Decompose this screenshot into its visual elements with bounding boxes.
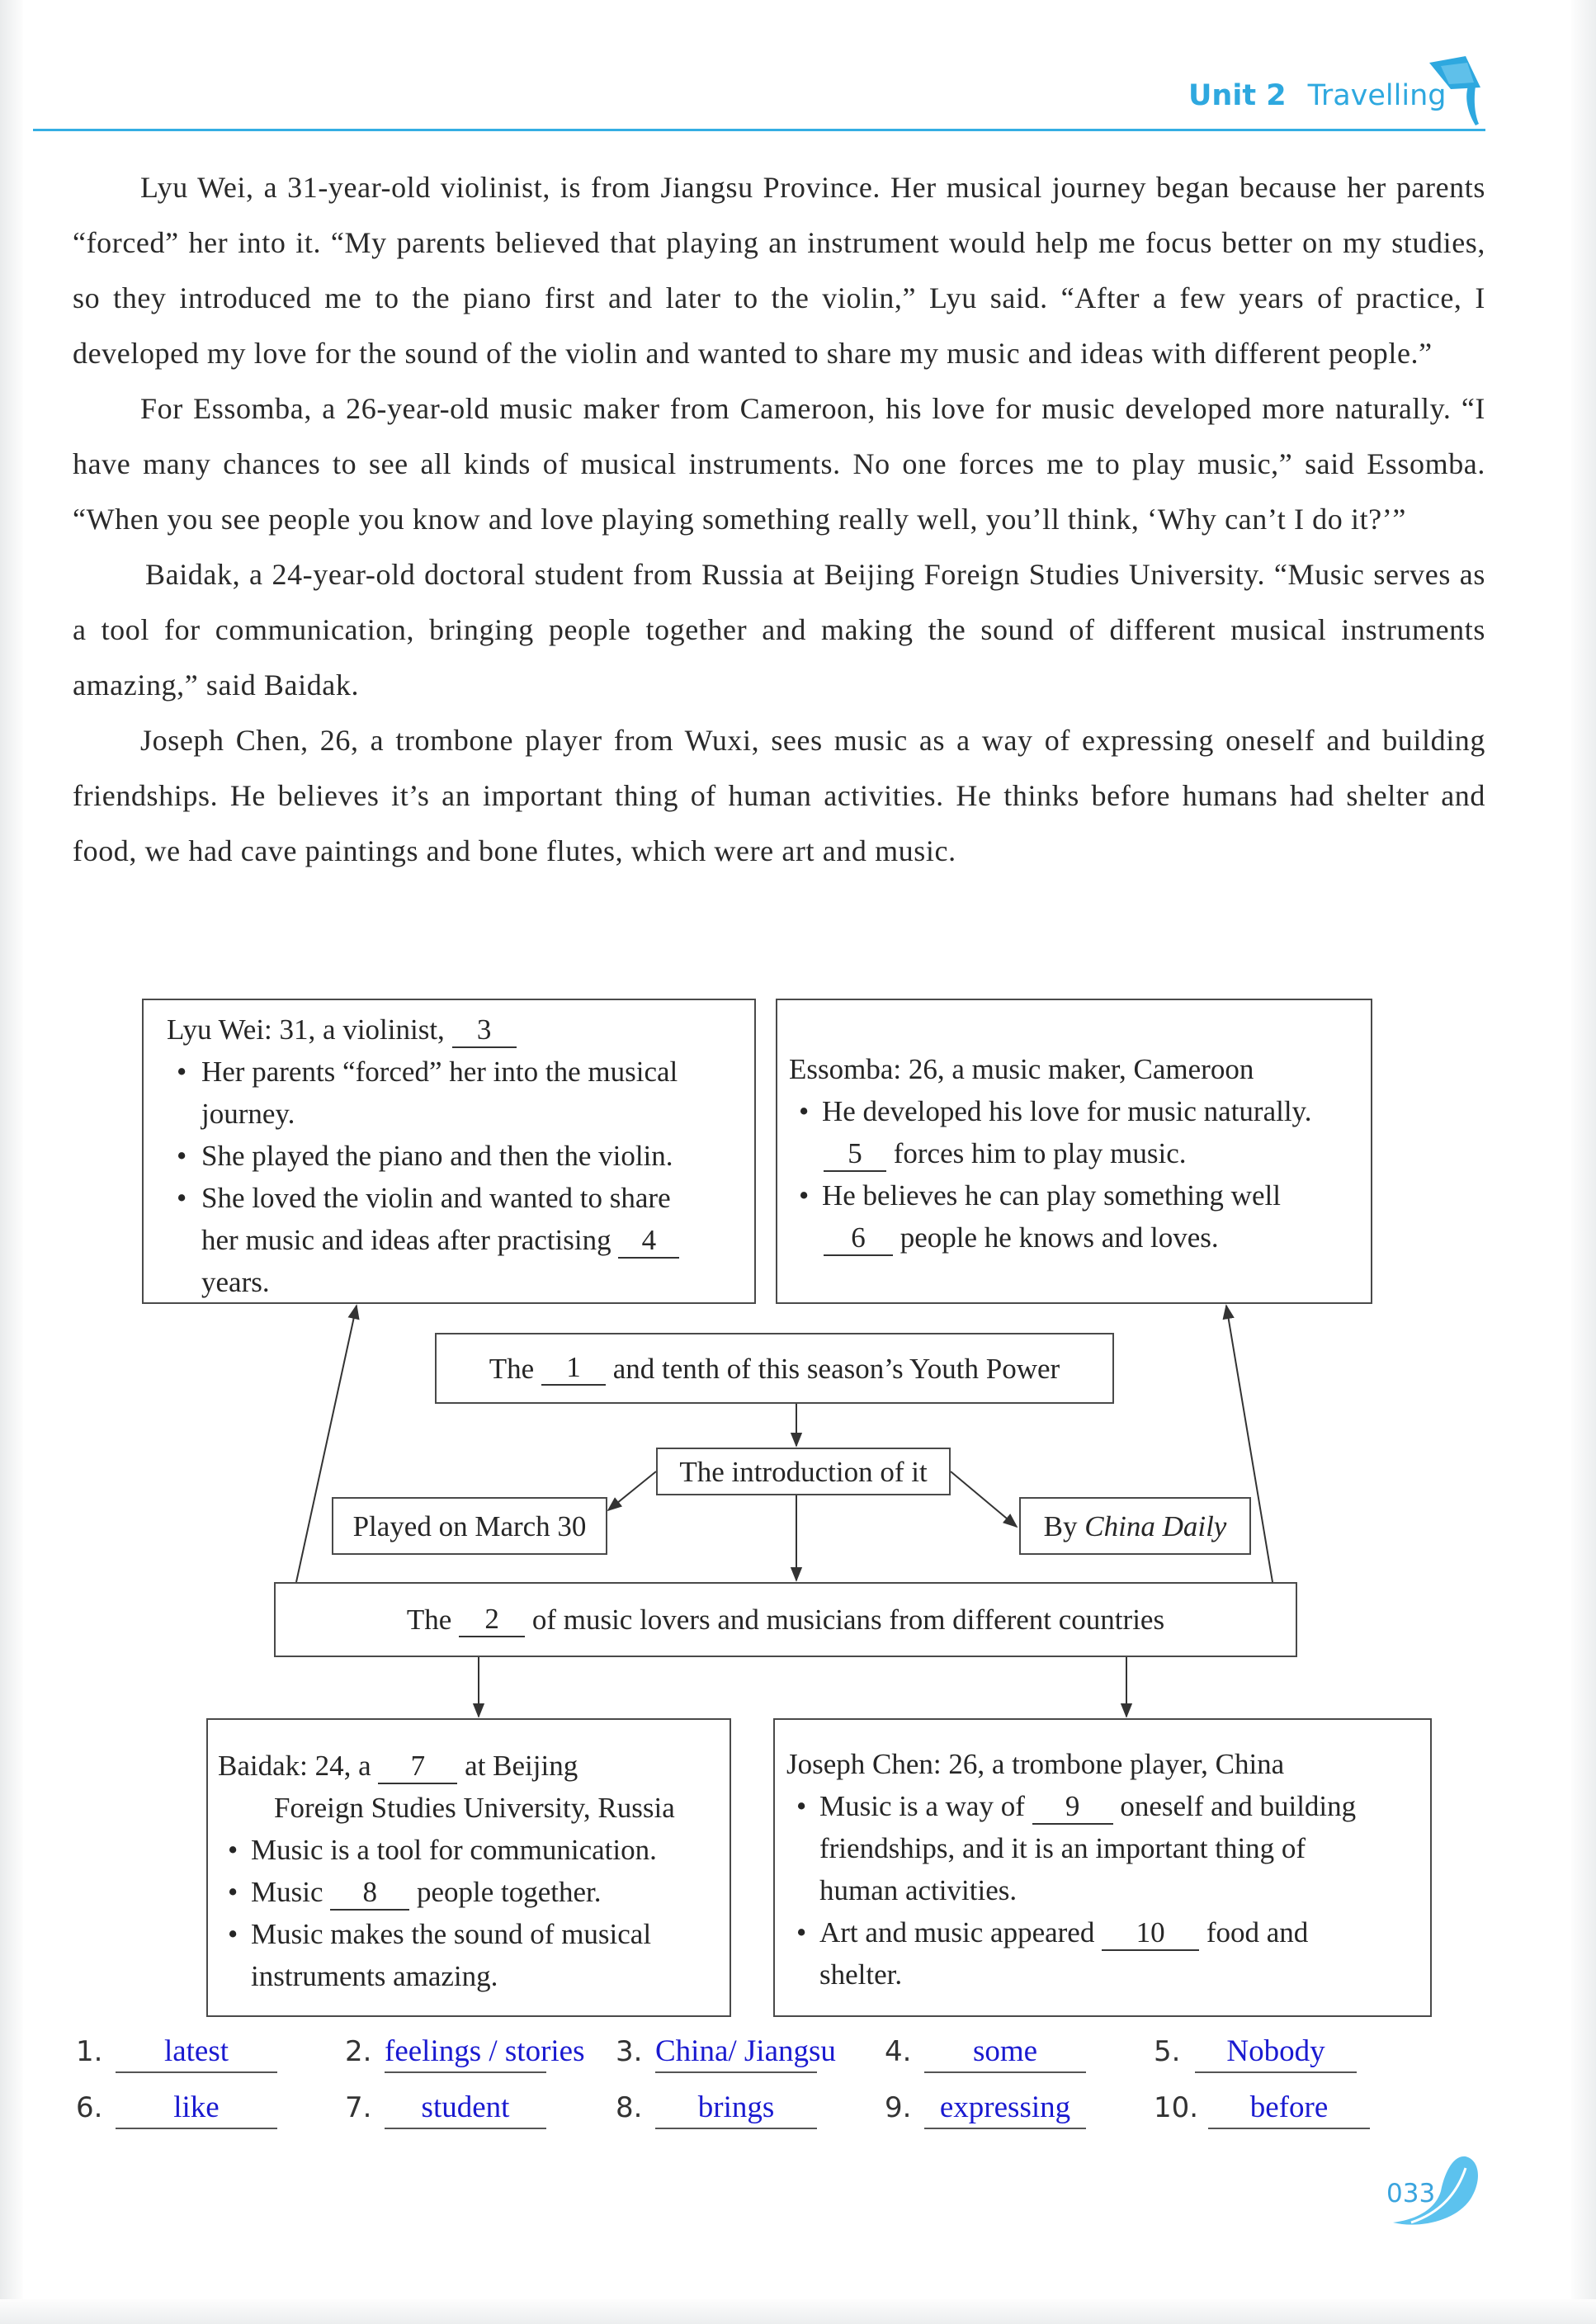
answer-7-field[interactable]: student — [385, 2088, 546, 2129]
blank-1: 1 — [541, 1351, 606, 1386]
bullet-item: • Music makes the sound of musical — [218, 1913, 730, 1955]
blank-7: 7 — [378, 1750, 457, 1784]
blank-2: 2 — [459, 1603, 525, 1637]
answer-4-field[interactable]: some — [924, 2032, 1086, 2073]
bullet-item: • Her parents “forced” her into the musical — [167, 1051, 754, 1093]
answer-5-field[interactable]: Nobody — [1195, 2032, 1357, 2073]
graduation-cap-icon — [1426, 54, 1484, 129]
blank-3: 3 — [452, 1013, 517, 1048]
answer-10: 10. before — [1154, 2088, 1370, 2129]
unit-header — [1188, 79, 1447, 112]
box-source: By China Daily — [1019, 1497, 1251, 1555]
header-rule — [33, 129, 1485, 131]
answer-2: 2. feelings / stories — [345, 2032, 546, 2073]
blank-8: 8 — [330, 1876, 409, 1911]
box-introduction: The introduction of it — [656, 1448, 951, 1495]
blank-9: 9 — [1032, 1790, 1113, 1825]
answer-2-field[interactable]: feelings / stories — [385, 2032, 546, 2073]
page-edge-left — [0, 0, 23, 2324]
answer-9: 9. expressing — [885, 2088, 1086, 2129]
paragraph-joseph-chen: Joseph Chen, 26, a trombone player from Wuxi, sees music as a way of expressing oneself and building friendships. He believes it’s an important thing of human activities. He thinks before humans had shelter and food, we had cave paintings and bone flutes, which were art and music. — [73, 724, 1485, 867]
blank-6: 6 — [824, 1221, 893, 1256]
box-title: Essomba: 26, a music maker, Cameroon — [789, 1053, 1254, 1085]
answer-3: 3. China/ Jiangsu — [616, 2032, 817, 2073]
unit-number: Unit 2 — [1188, 79, 1287, 112]
box-lyu-wei: Lyu Wei: 31, a violinist, 3 • Her parents “forced” her into the musical journey. • She played the piano and then the violin. • She loved the violin and wanted to share her music and ideas after practising 4 years. — [142, 999, 756, 1304]
bullet-item: • Art and music appeared 10 food and — [786, 1911, 1430, 1953]
page-edge-right — [1571, 0, 1596, 2324]
answer-8: 8. brings — [616, 2088, 817, 2129]
bullet-item: • Music is a tool for communication. — [218, 1829, 730, 1871]
box-baidak: Baidak: 24, a 7 at Beijing Foreign Studies University, Russia • Music is a tool for communication. • Music 8 people together. • Music makes the sound of musical instruments amazing. — [206, 1718, 731, 2017]
bullet-item: • She loved the violin and wanted to share — [167, 1177, 754, 1219]
blank-4: 4 — [618, 1224, 679, 1259]
answer-6-field[interactable]: like — [116, 2088, 277, 2129]
answer-7: 7. student — [345, 2088, 546, 2129]
answer-10-field[interactable]: before — [1208, 2088, 1370, 2129]
answer-8-field[interactable]: brings — [655, 2088, 817, 2129]
blank-10: 10 — [1102, 1916, 1199, 1951]
unit-title: Travelling — [1307, 79, 1447, 112]
box-joseph-chen: Joseph Chen: 26, a trombone player, China • Music is a way of 9 oneself and building friendships, and it is an important thing of human activities. • Art and music appeared 10 food and shelter. — [773, 1718, 1432, 2017]
page-number: 033 — [1386, 2179, 1436, 2208]
answer-6: 6. like — [76, 2088, 277, 2129]
paragraph-essomba: For Essomba, a 26-year-old music maker from Cameroon, his love for music developed more naturally. “I have many chances to see all kinds of musical instruments. No one forces me to play music,” said Essomba. “When you see people you know and love playing something really well, you’ll think, ‘Why can’t I do it?’” — [73, 392, 1485, 536]
bullet-item: • He believes he can play something well — [789, 1174, 1371, 1216]
box-youth-power: The 1 and tenth of this season’s Youth Power — [435, 1333, 1114, 1404]
box-title: Joseph Chen: 26, a trombone player, China — [786, 1748, 1285, 1780]
bullet-item: • She played the piano and then the violin. — [167, 1135, 754, 1177]
answer-1-field[interactable]: latest — [116, 2032, 277, 2073]
box-title: Lyu Wei: 31, a violinist, 3 — [167, 1008, 754, 1051]
box-stories: The 2 of music lovers and musicians from different countries — [274, 1582, 1297, 1657]
blank-5: 5 — [824, 1137, 886, 1172]
bullet-item: • Music 8 people together. — [218, 1871, 730, 1913]
answer-3-field[interactable]: China/ Jiangsu — [655, 2032, 817, 2073]
box-essomba: Essomba: 26, a music maker, Cameroon • He developed his love for music naturally. 5 forces him to play music. • He believes he can play something well 6 people he knows and loves. — [776, 999, 1372, 1304]
box-played-date: Played on March 30 — [332, 1497, 607, 1555]
answer-9-field[interactable]: expressing — [924, 2088, 1086, 2129]
reading-passage — [73, 160, 1485, 879]
answer-4: 4. some — [885, 2032, 1086, 2073]
bullet-item: • Music is a way of 9 oneself and building — [786, 1785, 1430, 1827]
page-edge-bottom — [0, 2299, 1596, 2324]
paragraph-lyu-wei: Lyu Wei, a 31-year-old violinist, is from Jiangsu Province. Her musical journey began because her parents “forced” her into it. “My parents believed that playing an instrument would help me focus better on my studies, so they introduced me to the piano first and later to the violin,” Lyu said. “After a few years of practice, I developed my love for the sound of the violin and wanted to share my music and ideas with different people.” — [73, 171, 1485, 370]
answer-5: 5. Nobody — [1154, 2032, 1357, 2073]
answer-1: 1. latest — [76, 2032, 277, 2073]
paragraph-baidak: Baidak, a 24-year-old doctoral student from Russia at Beijing Foreign Studies University. “Music serves as a tool for communication, bringing people together and making the sound of different musical instruments amazing,” said Baidak. — [73, 558, 1485, 701]
bullet-item: • He developed his love for music naturally. — [789, 1090, 1371, 1132]
box-title: Baidak: 24, a 7 at Beijing — [218, 1745, 730, 1787]
